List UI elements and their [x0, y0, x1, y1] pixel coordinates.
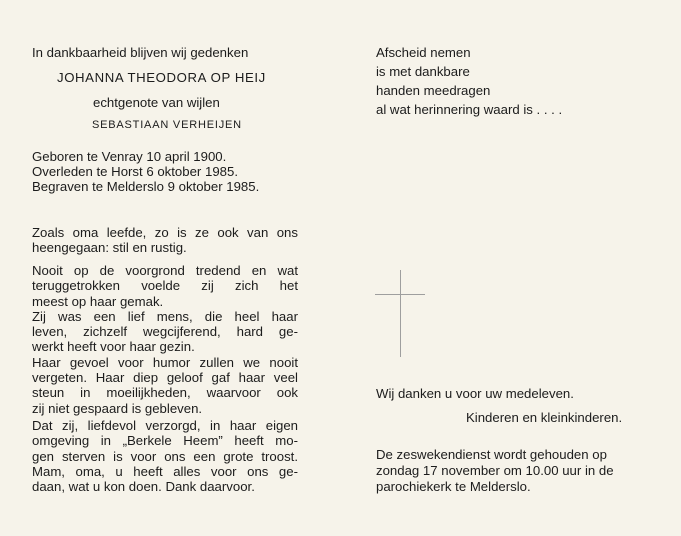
thanks-line: Wij danken u voor uw medeleven.	[376, 386, 574, 401]
service-line-3: parochiekerk te Melderslo.	[376, 479, 531, 494]
text-line: gen sterven is voor ons een grote troost.	[32, 448, 298, 464]
birth-line: Geboren te Venray 10 april 1900.	[32, 149, 227, 164]
cross-icon-horizontal	[375, 294, 425, 295]
text-line: Mam, oma, u heeft alles voor ons ge-	[32, 463, 298, 479]
text-line: Zoals oma leefde, zo is ze ook van ons	[32, 225, 298, 240]
poem-line-1: Afscheid nemen	[376, 45, 471, 60]
text-line: werkt heeft voor haar gezin.	[32, 339, 195, 355]
burial-line: Begraven te Melderslo 9 oktober 1985.	[32, 179, 260, 194]
text-line: Nooit op de voorgrond tredend en wat	[32, 263, 298, 278]
service-line-2: zondag 17 november om 10.00 uur in de	[376, 463, 614, 478]
poem-line-2: is met dankbare	[376, 64, 470, 79]
text-line: omgeving in „Berkele Heem” heeft mo-	[32, 433, 298, 449]
poem-line-3: handen meedragen	[376, 83, 491, 98]
service-line-1: De zeswekendienst wordt gehouden op	[376, 447, 607, 462]
spouse-intro: echtgenote van wijlen	[93, 95, 220, 110]
deceased-name: JOHANNA THEODORA OP HEIJ	[57, 70, 266, 85]
intro-line: In dankbaarheid blijven wij gedenken	[32, 45, 249, 60]
text-line: teruggetrokken voelde zij zich het	[32, 278, 298, 294]
family-signature: Kinderen en kleinkinderen.	[466, 410, 623, 425]
paragraph-2	[32, 263, 298, 416]
text-line: Dat zij, liefdevol verzorgd, in haar eigen	[32, 418, 298, 433]
text-line: zij niet gespaard is gebleven.	[32, 400, 203, 416]
text-line: daan, wat u kon doen. Dank daarvoor.	[32, 479, 255, 495]
text-line: leven, zichzelf wegcijferend, hard ge-	[32, 324, 298, 340]
death-line: Overleden te Horst 6 oktober 1985.	[32, 164, 238, 179]
text-line: steun in moeilijkheden, waarvoor ook	[32, 385, 298, 401]
poem-line-4: al wat herinnering waard is . . . .	[376, 102, 563, 117]
text-line: heengegaan: stil en rustig.	[32, 240, 187, 256]
text-line: vergeten. Haar diep geloof gaf haar veel	[32, 370, 298, 386]
text-line: meest op haar gemak.	[32, 293, 164, 309]
text-line: Haar gevoel voor humor zullen we nooit	[32, 354, 298, 370]
cross-icon-vertical	[400, 270, 401, 357]
paragraph-1	[32, 225, 298, 256]
paragraph-3	[32, 418, 298, 494]
text-line: Zij was een lief mens, die heel haar	[32, 308, 298, 324]
spouse-name: SEBASTIAAN VERHEIJEN	[92, 119, 242, 131]
